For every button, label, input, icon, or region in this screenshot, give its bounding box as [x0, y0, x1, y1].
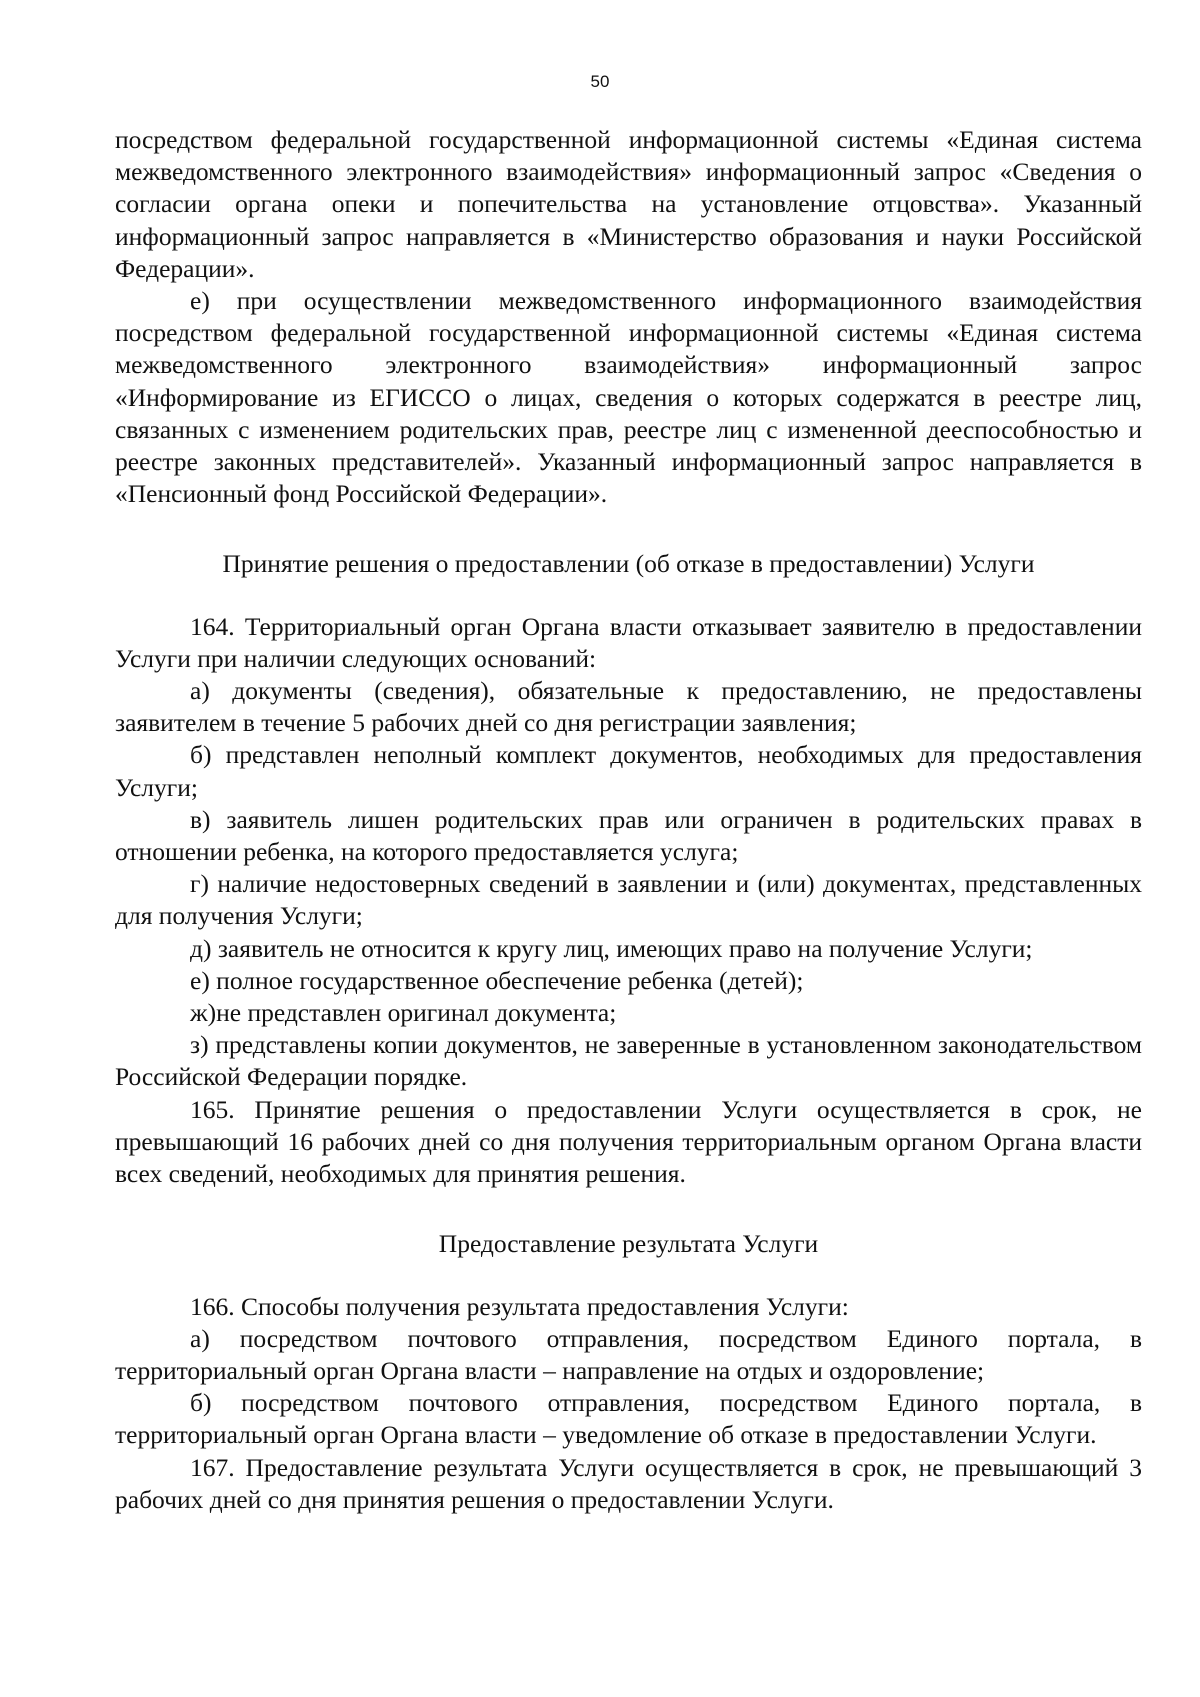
list-item-z: з) представлены копии документов, не заверенные в установленном законодательством Российской Федерации порядке. [115, 1030, 1142, 1092]
list-item-e: е) полное государственное обеспечение ребенка (детей); [190, 965, 804, 995]
list-item-a: а) документы (сведения), обязательные к предоставлению, не предоставлены заявителем в течение 5 рабочих дней со дня регистрации заявления; [115, 676, 1142, 738]
list-item-g: г) наличие недостоверных сведений в заявлении и (или) документах, представленных для получения Услуги; [115, 869, 1142, 931]
list-item-d: д) заявитель не относится к кругу лиц, имеющих право на получение Услуги; [190, 933, 1033, 963]
paragraph-164: 164. Территориальный орган Органа власти отказывает заявителю в предоставлении Услуги при наличии следующих оснований: [115, 611, 1142, 673]
document-body [115, 124, 1142, 1516]
page-number: 50 [590, 72, 610, 91]
paragraph-167: 167. Предоставление результата Услуги осуществляется в срок, не превышающий 3 рабочих дней со дня принятия решения о предоставлении Услуги. [115, 1452, 1142, 1514]
list-item-zh: ж)не представлен оригинал документа; [190, 998, 617, 1028]
section-heading-decision: Принятие решения о предоставлении (об отказе в предоставлении) Услуги [222, 549, 1035, 579]
list-item-a-result: а) посредством почтового отправления, посредством Единого портала, в территориальный орган Органа власти – направление на отдых и оздоровление; [115, 1323, 1142, 1385]
list-item-b: б) представлен неполный комплект документов, необходимых для предоставления Услуги; [115, 740, 1142, 802]
list-item-b-result: б) посредством почтового отправления, посредством Единого портала, в территориальный орган Органа власти – уведомление об отказе в предоставлении Услуги. [115, 1388, 1142, 1450]
paragraph-continuation: посредством федеральной государственной информационной системы «Единая система межведомственного электронного взаимодействия» информационный запрос «Сведения о согласии органа опеки и попечительства на установление отцовства». Указанный информационный запрос направляется в «Министерство образования и науки Российской Федерации». [115, 125, 1142, 283]
paragraph-166: 166. Способы получения результата предоставления Услуги: [190, 1291, 849, 1321]
list-item-e-egisso: е) при осуществлении межведомственного информационного взаимодействия посредством федеральной государственной информационной системы «Единая система межведомственного электронного взаимодействия» информационный запрос «Информирование из ЕГИССО о лицах, сведения о которых содержатся в реестре лиц, связанных с изменением родительских прав, реестре лиц с измененной дееспособностью и реестре законных представителей». Указанный информационный запрос направляется в «Пенсионный фонд Российской Федерации». [115, 286, 1142, 509]
section-heading-result: Предоставление результата Услуги [438, 1229, 819, 1259]
list-item-v: в) заявитель лишен родительских прав или ограничен в родительских правах в отношении ребенка, на которого предоставляется услуга; [115, 804, 1142, 867]
paragraph-165: 165. Принятие решения о предоставлении Услуги осуществляется в срок, не превышающий 16 рабочих дней со дня получения территориальным органом Органа власти всех сведений, необходимых для принятия решения. [115, 1094, 1142, 1189]
